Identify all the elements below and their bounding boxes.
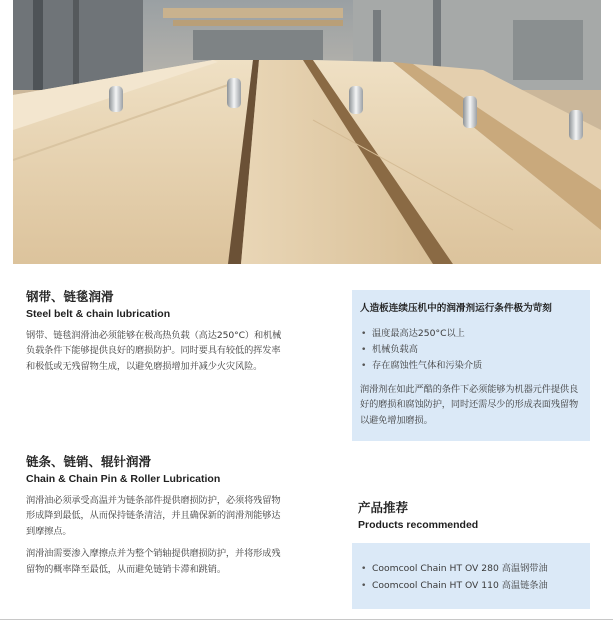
- conditions-list: [360, 326, 580, 374]
- products-box: [352, 543, 590, 609]
- conditions-box: [352, 290, 590, 441]
- section-title-en: Chain & Chain Pin & Roller Lubrication: [26, 473, 221, 485]
- products-title-en: Products recommended: [358, 519, 479, 531]
- section-chain: [26, 454, 284, 577]
- product-item: • Coomcool Chain HT OV 280 高温钢带油: [360, 560, 582, 577]
- list-item: • 存在腐蚀性气体和污染介质: [360, 358, 580, 374]
- products-title-cn: 产品推荐: [358, 500, 409, 515]
- section-body: 钢带、链毯润滑油必须能够在极高热负载（高达250°C）和机械负载条件下能够提供良好的磨损防护。同时要具有较低的挥发率和极低或无残留物生成，以避免磨损增加并减少火灾风险。: [26, 330, 282, 372]
- hero-photo: [13, 0, 601, 264]
- section-title-cn: 钢带、链毯润滑: [26, 289, 114, 304]
- list-item: • 机械负载高: [360, 342, 580, 358]
- products-list: [360, 560, 582, 594]
- section-title-en: Steel belt & chain lubrication: [26, 308, 171, 320]
- list-item: • 温度最高达250°C以上: [360, 326, 580, 342]
- conditions-title: 人造板连续压机中的润滑剂运行条件极为苛刻: [360, 303, 552, 314]
- section-title-cn: 链条、链销、辊针润滑: [26, 454, 152, 469]
- bottom-divider: [0, 619, 613, 620]
- section-body: 润滑油必须承受高温并为链条部件提供磨损防护，必须将残留物形成降到最低，从而保持链条清洁，并且确保新的润滑剂能够达到摩擦点。: [26, 495, 281, 537]
- conditions-body: 润滑剂在如此严酷的条件下必须能够为机器元件提供良好的磨损和腐蚀防护，同时还需尽少的形成表面残留物以避免增加磨损。: [360, 384, 579, 426]
- section-steel-belt: [26, 289, 284, 374]
- products-heading: [358, 500, 588, 532]
- product-item: • Coomcool Chain HT OV 110 高温链条油: [360, 577, 582, 594]
- section-body: 润滑油需要渗入摩擦点并为整个销轴提供磨损防护，并将形成残留物的概率降至最低，从而避免链销卡滞和跳销。: [26, 548, 281, 575]
